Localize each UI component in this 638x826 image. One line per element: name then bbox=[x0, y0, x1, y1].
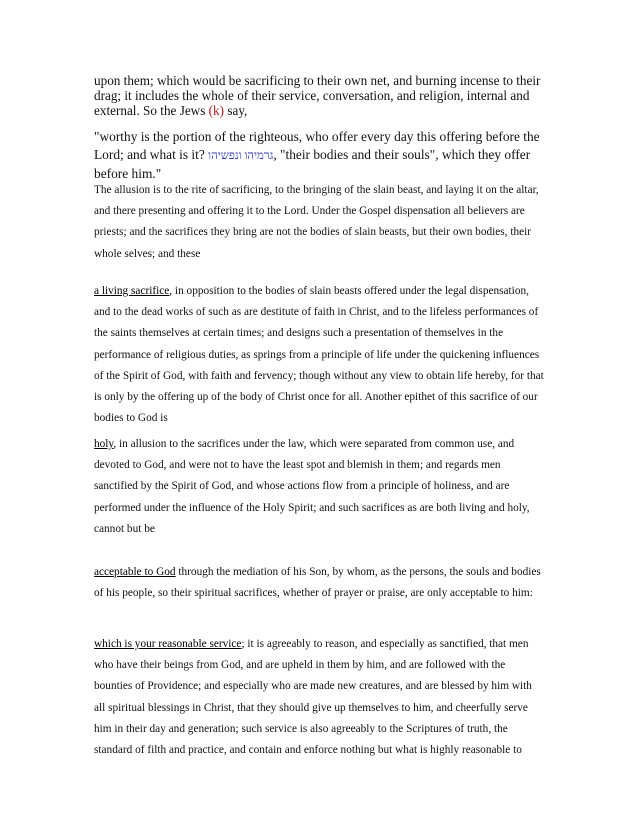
paragraph-text: , in opposition to the bodies of slain beasts offered under the legal dispensation, and to the dead works of such as are destitute of faith in Christ, and to the lifeless performances of the saints themselves at certain times; and designs such a presentation of themselves in the performance of religious duties, as springs from a principle of life under the quickening influences of the Spirit of God, with faith and fervency; though without any view to obtain life hereby, for that is only by the offering up of the body of Christ once for all. Another epithet of this sacrifice of our bodies to God is bbox=[94, 285, 544, 425]
footnote-reference-link[interactable]: (k) bbox=[208, 103, 225, 119]
paragraph-holy bbox=[94, 434, 546, 540]
paragraph-allusion bbox=[94, 180, 546, 265]
paragraph-text: The allusion is to the rite of sacrificing, to the bringing of the slain beast, and laying it on the altar, and there presenting and offering it to the Lord. Under the Gospel dispensation all believers are priests; and the sacrifices they bring are not the bodies of slain beasts, but their own bodies, their whole selves; and these bbox=[94, 184, 539, 260]
paragraph-reasonable-service bbox=[94, 634, 546, 761]
verse-phrase-link[interactable]: acceptable to God bbox=[94, 566, 176, 578]
paragraph-text: say, bbox=[224, 103, 248, 119]
paragraph-continuation bbox=[94, 73, 546, 119]
verse-phrase-link[interactable]: which is your reasonable service bbox=[94, 638, 242, 650]
quotation-text: "worthy is the portion of the righteous, who offer every day this offering before the Lord; and what is it? bbox=[94, 129, 540, 162]
paragraph-text: ; it is agreeably to reason, and especially as sanctified, that men who have their beings from God, and are upheld in them by him, and are followed with the bounties of Providence; and especially who are made new creatures, and are blessed by him with all spiritual blessings in Christ, that they should give up themselves to him, and cheerfully serve him in their day and generation; such service is also agreeably to the Scriptures of truth, the standard of filth and practice, and contain and enforce nothing but what is highly reasonable to bbox=[94, 638, 532, 757]
paragraph-living-sacrifice bbox=[94, 281, 546, 429]
quotation-text: , "their bodies and their souls", which they offer before him." bbox=[94, 147, 531, 181]
verse-phrase-link[interactable]: a living sacrifice bbox=[94, 285, 170, 297]
hebrew-text: גרמיהו ונפשיהו bbox=[208, 150, 274, 162]
paragraph-acceptable bbox=[94, 562, 546, 604]
paragraph-text: upon them; which would be sacrificing to their own net, and burning incense to their drag; it includes the whole of their service, conversation, and religion, internal and external. So the Jews bbox=[94, 73, 541, 119]
verse-phrase-link[interactable]: holy bbox=[94, 438, 114, 450]
paragraph-text: through the mediation of his Son, by whom, as the persons, the souls and bodies of his people, so their spiritual sacrifices, whether of prayer or praise, are only acceptable to him: bbox=[94, 566, 541, 600]
quotation-paragraph bbox=[94, 128, 546, 183]
paragraph-text: , in allusion to the sacrifices under the law, which were separated from common use, and devoted to God, and were not to have the least spot and blemish in them; and regards men sanctified by the Spirit of God, and whose actions flow from a principle of holiness, and are performed under the influence of the Holy Spirit; and such sacrifices as are both living and holy, cannot but be bbox=[94, 438, 530, 535]
